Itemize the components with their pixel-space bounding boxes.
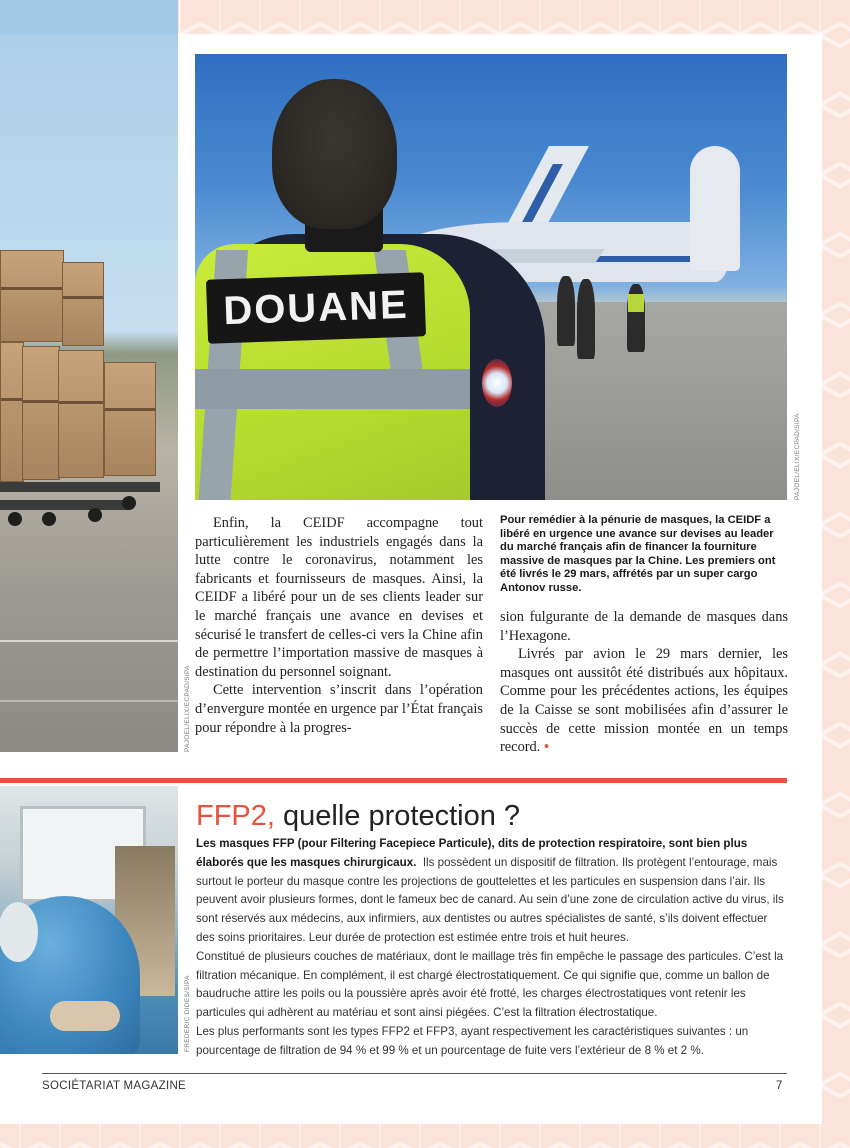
photo-credit-left: PAJOEL/ELIX/ECPAD/SIPA	[184, 665, 191, 752]
customs-badge-icon	[482, 359, 512, 407]
footer-rule	[42, 1073, 787, 1074]
box-body	[196, 835, 788, 1061]
box-lead: Les masques FFP (pour Filtering Facepiece Particule), dits de protection respiratoire, sont bien plus élaborés que les masques chirurgicaux.	[196, 837, 748, 869]
article-column-1	[195, 514, 483, 737]
box-body-part-3: Les plus performants sont les types FFP2 et FFP3, ayant respectivement les caractéristiques suivantes : un pourcentage de filtration de 94 % et 99 % et un pourcentage de fuite vers l’extérieur de 8 % et 2 %.	[196, 1024, 749, 1057]
page-number: 7	[776, 1080, 783, 1092]
medical-staff-photo	[0, 786, 178, 1054]
article-paragraph-final: Livrés par avion le 29 mars dernier, les masques ont aussitôt été distribués aux hôpitaux. Comme pour les précédentes actions, les équipes de la Caisse se sont mobilisées afin d’assurer le succès de cette mission montée en un temps record. •	[500, 646, 788, 756]
box-title	[196, 800, 520, 833]
cargo-pallets-photo	[0, 0, 178, 752]
photo-credit-medical: FREDERIC DIDES/SIPA	[184, 975, 191, 1052]
end-bullet-icon: •	[543, 739, 550, 756]
article-paragraph: sion fulgurante de la demande de masques dans l’Hexagone.	[500, 609, 788, 644]
douane-vest-label: DOUANE	[206, 272, 426, 344]
box-title-accent: FFP2,	[196, 800, 275, 832]
article-column-2	[500, 608, 788, 757]
magazine-name: SOCIÉTARIAT MAGAZINE	[42, 1080, 187, 1092]
photo-credit-main: PAJOEL/ELIX/ECPAD/SIPA	[794, 413, 801, 500]
article-paragraph: Enfin, la CEIDF accompagne tout particulièrement les industriels engagés dans la lutte contre le coronavirus, notamment les fabricants et fournisseurs de masques. Ainsi, la CEIDF a libéré pour un de ses clients leader sur le marché français une avance en devises et sécurisé le transfert de celles-ci vers la Chine afin de permettre l’importation massive de masques à destination du personnel soignant.	[195, 515, 483, 680]
article-paragraph: Cette intervention s’inscrit dans l’opération d’envergure montée en urgence par l’État français pour répondre à la progres-	[195, 682, 483, 736]
section-divider	[0, 778, 787, 783]
box-body-part-1: Ils possèdent un dispositif de filtration. Ils protègent l’entourage, mais surtout le porteur du masque contre les projections de gouttelettes et les particules en suspension dans l’air. Ils peuvent avoir plusieurs formes, dont le fameux bec de canard. Au sein d’une zone de circulation active du virus, ils sont réservés aux médecins, aux infirmiers, aux dentistes ou autres spécialistes de santé, s’ils doivent effectuer des soins prioritaires. Leur durée de protection est estimée entre trois et huit heures.	[196, 855, 784, 944]
box-title-rest: quelle protection ?	[274, 800, 521, 832]
box-body-part-2: Constitué de plusieurs couches de matériaux, dont le maillage très fin empêche le passage des particules. C’est la filtration mécanique. En complément, il est chargé électrostatiquement. Ce qui signifie que, comme un ballon de baudruche attire les poils ou la poussière après avoir été frotté, les charges électrostatiques vont retenir les particules qui adhèrent au matériau et sont ainsi piégées. C’est la filtration électrostatique.	[196, 949, 784, 1020]
customs-officer-photo	[195, 54, 787, 500]
photo-caption: Pour remédier à la pénurie de masques, la CEIDF a libéré en urgence une avance sur devises au leader du marché français afin de financer la fourniture massive de masques par la Chine. Les premiers ont été livrés le 29 mars, affrétés par un super cargo Antonov russe.	[500, 514, 776, 594]
